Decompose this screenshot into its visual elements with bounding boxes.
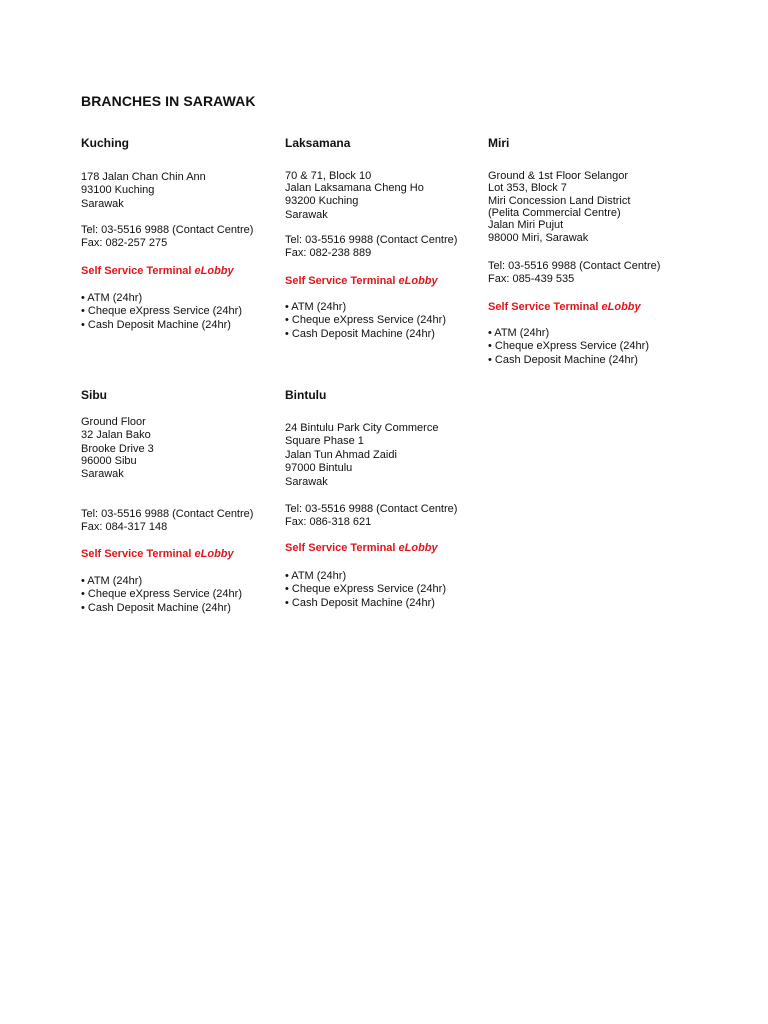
tel-text: Tel: 03-5516 9988 (Contact Centre) bbox=[81, 224, 254, 236]
sst-label: Self Service Terminal bbox=[285, 275, 396, 287]
address-line: 98000 Miri, Sarawak bbox=[488, 232, 589, 245]
service-item: • ATM (24hr) bbox=[81, 292, 143, 304]
self-service-heading bbox=[81, 548, 234, 561]
tel-text: Tel: 03-5516 9988 (Contact Centre) bbox=[488, 260, 661, 272]
self-service-heading bbox=[285, 542, 438, 555]
page-title: BRANCHES IN SARAWAK bbox=[81, 93, 256, 109]
branch-contact bbox=[285, 503, 457, 530]
service-item: • Cash Deposit Machine (24hr) bbox=[81, 601, 231, 614]
self-service-heading bbox=[81, 265, 234, 278]
address-line: Miri Concession Land District bbox=[488, 195, 631, 207]
address-line: Square Phase 1 bbox=[285, 435, 364, 448]
fax-text: Fax: 084-317 148 bbox=[81, 521, 168, 534]
services-list bbox=[285, 570, 446, 610]
tel-text: Tel: 03-5516 9988 (Contact Centre) bbox=[285, 234, 458, 246]
services-list bbox=[488, 327, 649, 367]
service-item: • Cheque eXpress Service (24hr) bbox=[81, 305, 242, 318]
sst-elobby: eLobby bbox=[398, 275, 438, 287]
branch-address bbox=[81, 416, 154, 482]
address-line: (Pelita Commercial Centre) bbox=[488, 207, 621, 219]
fax-text: Fax: 085-439 535 bbox=[488, 273, 575, 286]
self-service-heading bbox=[488, 301, 641, 314]
branch-contact bbox=[81, 224, 253, 251]
address-line: Sarawak bbox=[81, 468, 124, 481]
self-service-heading bbox=[285, 275, 438, 288]
address-line: Jalan Tun Ahmad Zaidi bbox=[285, 448, 397, 461]
fax-text: Fax: 082-238 889 bbox=[285, 247, 372, 260]
tel-text: Tel: 03-5516 9988 (Contact Centre) bbox=[81, 508, 254, 520]
services-list bbox=[81, 575, 242, 615]
sst-label: Self Service Terminal bbox=[81, 548, 192, 560]
address-line: Jalan Miri Pujut bbox=[488, 219, 564, 231]
service-item: • Cash Deposit Machine (24hr) bbox=[81, 318, 231, 331]
branch-name: Laksamana bbox=[285, 136, 351, 150]
service-item: • ATM (24hr) bbox=[285, 570, 347, 582]
services-list bbox=[285, 301, 446, 341]
address-line: 24 Bintulu Park City Commerce bbox=[285, 422, 439, 434]
service-item: • Cheque eXpress Service (24hr) bbox=[285, 314, 446, 327]
address-line: Ground Floor bbox=[81, 416, 146, 428]
fax-text: Fax: 086-318 621 bbox=[285, 516, 372, 529]
sst-elobby: eLobby bbox=[601, 301, 641, 313]
branch-address bbox=[285, 422, 438, 489]
service-item: • ATM (24hr) bbox=[81, 575, 143, 587]
services-list bbox=[81, 292, 242, 332]
tel-text: Tel: 03-5516 9988 (Contact Centre) bbox=[285, 503, 458, 515]
address-line: 93100 Kuching bbox=[81, 184, 155, 197]
address-line: 96000 Sibu bbox=[81, 454, 137, 467]
branch-address bbox=[285, 171, 424, 222]
service-item: • Cash Deposit Machine (24hr) bbox=[285, 596, 435, 609]
address-line: Sarawak bbox=[285, 208, 328, 221]
branch-address bbox=[81, 171, 206, 211]
address-line: Lot 353, Block 7 bbox=[488, 182, 567, 194]
service-item: • Cheque eXpress Service (24hr) bbox=[81, 588, 242, 601]
address-line: Jalan Laksamana Cheng Ho bbox=[285, 182, 424, 194]
sst-label: Self Service Terminal bbox=[81, 265, 192, 277]
branch-name: Kuching bbox=[81, 136, 129, 150]
address-line: 93200 Kuching bbox=[285, 195, 359, 208]
branch-name: Sibu bbox=[81, 388, 107, 402]
address-line: Sarawak bbox=[285, 475, 328, 488]
service-item: • Cheque eXpress Service (24hr) bbox=[285, 583, 446, 596]
address-line: Ground & 1st Floor Selangor bbox=[488, 170, 629, 182]
service-item: • Cash Deposit Machine (24hr) bbox=[488, 353, 638, 366]
branch-contact bbox=[488, 260, 660, 287]
branch-contact bbox=[285, 234, 457, 261]
address-line: Brooke Drive 3 bbox=[81, 442, 154, 455]
branch-contact bbox=[81, 508, 253, 535]
sst-elobby: eLobby bbox=[194, 548, 234, 560]
address-line: Sarawak bbox=[81, 197, 124, 210]
service-item: • ATM (24hr) bbox=[488, 327, 550, 339]
fax-text: Fax: 082-257 275 bbox=[81, 237, 168, 250]
sst-elobby: eLobby bbox=[194, 265, 234, 277]
branch-name: Miri bbox=[488, 136, 510, 150]
branch-address bbox=[488, 171, 630, 246]
address-line: 178 Jalan Chan Chin Ann bbox=[81, 171, 206, 183]
address-line: 97000 Bintulu bbox=[285, 462, 353, 475]
service-item: • Cash Deposit Machine (24hr) bbox=[285, 327, 435, 340]
address-line: 32 Jalan Bako bbox=[81, 429, 151, 442]
sst-elobby: eLobby bbox=[398, 542, 438, 554]
address-line: 70 & 71, Block 10 bbox=[285, 170, 372, 182]
branch-name: Bintulu bbox=[285, 388, 327, 402]
service-item: • ATM (24hr) bbox=[285, 301, 347, 313]
sst-label: Self Service Terminal bbox=[488, 301, 599, 313]
service-item: • Cheque eXpress Service (24hr) bbox=[488, 340, 649, 353]
sst-label: Self Service Terminal bbox=[285, 542, 396, 554]
